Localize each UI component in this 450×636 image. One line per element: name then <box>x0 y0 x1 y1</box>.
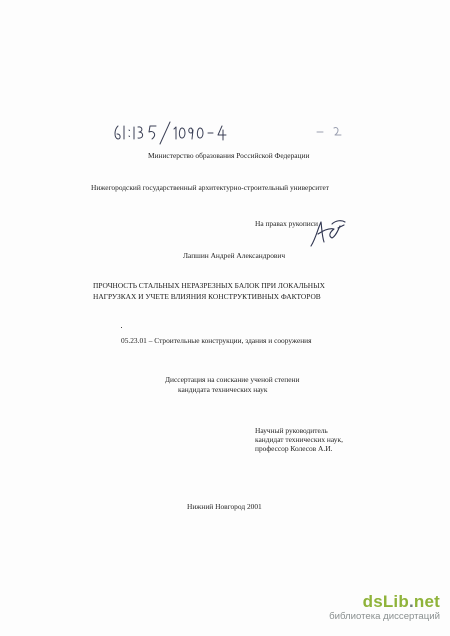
degree-line-1: Диссертация на соискание ученой степени <box>165 375 300 384</box>
author-name: Лапшин Андрей Александрович <box>183 251 286 260</box>
dslib-watermark <box>329 593 440 622</box>
dslib-logo-main: dsLib <box>362 592 409 611</box>
thesis-title-line-2: НАГРУЗКАХ И УЧЕТЕ ВЛИЯНИЯ КОНСТРУКТИВНЫХ ФАКТОРОВ <box>93 292 321 301</box>
dslib-subtitle: библиотека диссертаций <box>329 611 440 622</box>
handwritten-archive-code <box>112 118 382 148</box>
specialty-code: 05.23.01 – Строительные конструкции, здания и сооружения <box>121 336 312 345</box>
thesis-title-line-1: ПРОЧНОСТЬ СТАЛЬНЫХ НЕРАЗРЕЗНЫХ БАЛОК ПРИ ЛОКАЛЬНЫХ <box>93 281 325 290</box>
ministry-name: Министерство образования Российской Федерации <box>148 151 310 160</box>
place-and-year: Нижний Новгород 2001 <box>187 502 262 511</box>
dslib-logo-tld: net <box>413 592 440 611</box>
handwritten-signature <box>308 216 348 250</box>
supervisor-role: Научный руководитель <box>255 426 328 435</box>
degree-line-2: кандидата технических наук <box>178 385 268 394</box>
dslib-logo <box>329 593 440 611</box>
stray-dot-mark <box>121 327 122 328</box>
manuscript-rights-note: На правах рукописи <box>255 219 318 228</box>
supervisor-degree: кандидат технических наук, <box>255 435 343 444</box>
supervisor-name: профессор Колесов А.И. <box>255 444 333 453</box>
university-name: Нижегородский государственный архитектурно-строительный университет <box>91 183 329 192</box>
dslib-logo-dot: . <box>408 592 414 611</box>
